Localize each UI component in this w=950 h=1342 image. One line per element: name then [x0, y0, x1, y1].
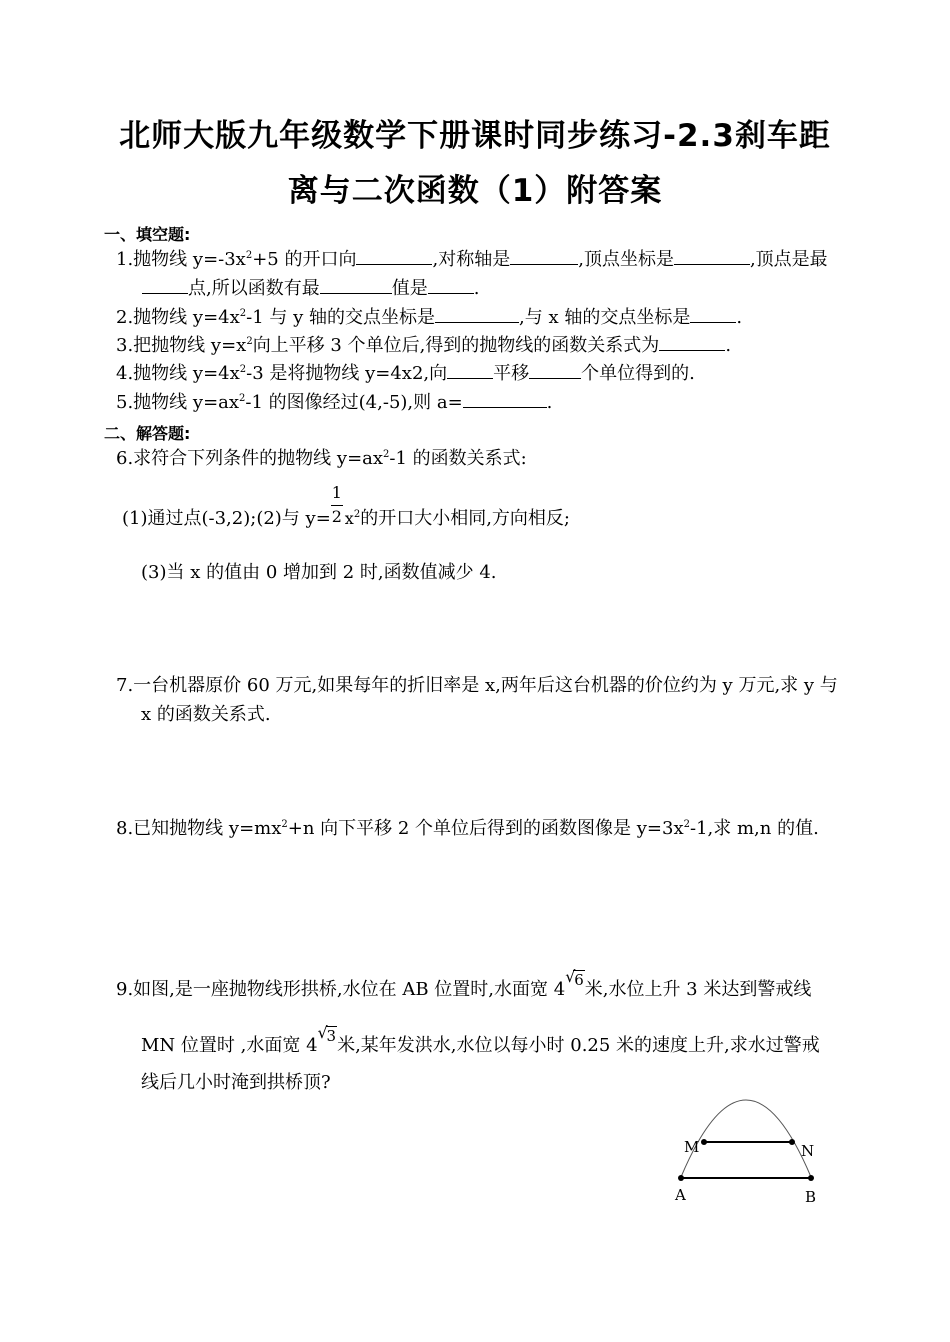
answer-blank[interactable]	[510, 248, 578, 265]
fraction-one-half: $\frac{1}{2}$	[331, 483, 342, 526]
answer-blank[interactable]	[320, 277, 392, 294]
question-7-line-2: x 的函数关系式.	[141, 704, 271, 725]
question-6: 6.求符合下列条件的抛物线 $y=ax^2-1$ 的函数关系式:	[116, 448, 527, 469]
question-3: 3.把抛物线 $y=x^2$向上平移 3 个单位后,得到的抛物线的函数关系式为 .	[116, 335, 732, 356]
parabola-arch	[681, 1100, 811, 1177]
answer-blank[interactable]	[435, 306, 519, 323]
answer-blank[interactable]	[659, 334, 725, 351]
label-m: M	[684, 1138, 700, 1156]
answer-blank[interactable]	[142, 277, 188, 294]
label-b: B	[805, 1188, 817, 1206]
question-7-line-1: 7.一台机器原价 60 万元,如果每年的折旧率是 x,两年后这台机器的价位约为 y 万元,求 y 与	[116, 675, 838, 696]
answer-blank[interactable]	[529, 362, 581, 379]
answer-blank[interactable]	[674, 248, 750, 265]
question-4: 4.抛物线 $y=4x^2-3$ 是将抛物线 y=4x2,向 平移 个单位得到的.	[116, 363, 695, 384]
square-root-3: √ 3	[317, 1023, 337, 1045]
label-a: A	[675, 1186, 686, 1204]
arch-bridge-figure	[660, 1070, 830, 1210]
answer-blank[interactable]	[463, 391, 547, 408]
point-b	[808, 1175, 814, 1181]
answer-blank[interactable]	[356, 248, 432, 265]
question-6-part-1-2: (1)通过点(-3,2);(2)与 y= $\frac{1}{2}$ $x^2$的开口大小相同,方向相反;	[122, 483, 570, 529]
question-1-line-2: 点,所以函数有最 值是 .	[142, 277, 479, 301]
page-title-line-1: 北师大版九年级数学下册课时同步练习-2.3刹车距	[119, 118, 831, 154]
answer-blank[interactable]	[447, 362, 493, 379]
point-n	[789, 1139, 795, 1145]
question-9-line-3: 线后几小时淹到拱桥顶?	[141, 1072, 331, 1093]
question-1-line-1: 1.抛物线 $y=-3x^2+5$ 的开口向 ,对称轴是 ,顶点坐标是 ,顶点是最	[116, 249, 828, 270]
question-8: 8.已知抛物线 $y=mx^2+n$ 向下平移 2 个单位后得到的函数图像是 $y=3x^2-1$,求 m,n 的值.	[116, 818, 819, 839]
question-6-part-3: (3)当 x 的值由 0 增加到 2 时,函数值减少 4.	[141, 562, 497, 583]
point-m	[701, 1139, 707, 1145]
section-heading-solve: 二、解答题:	[104, 424, 191, 443]
question-9-line-1: 9.如图,是一座抛物线形拱桥,水位在 AB 位置时,水面宽 4 √ 6米,水位上升 3 米达到警戒线	[116, 967, 812, 1000]
answer-blank[interactable]	[428, 277, 474, 294]
label-n: N	[801, 1142, 815, 1160]
question-5: 5.抛物线 $y=ax^2-1$ 的图像经过(4,-5),则 a= .	[116, 392, 553, 413]
answer-blank[interactable]	[690, 306, 736, 323]
square-root-6: √ 6	[565, 967, 584, 989]
point-a	[678, 1175, 684, 1181]
question-9-line-2: MN 位置时 ,水面宽 4 √ 3米,某年发洪水,水位以每小时 0.25 米的速度上升,求水过警戒	[141, 1023, 820, 1056]
page-title-line-2: 离与二次函数（1）附答案	[287, 173, 663, 209]
section-heading-fill-in: 一、填空题:	[104, 225, 191, 244]
question-2: 2.抛物线 $y=4x^2-1$ 与 y 轴的交点坐标是 ,与 x 轴的交点坐标是 .	[116, 307, 743, 328]
